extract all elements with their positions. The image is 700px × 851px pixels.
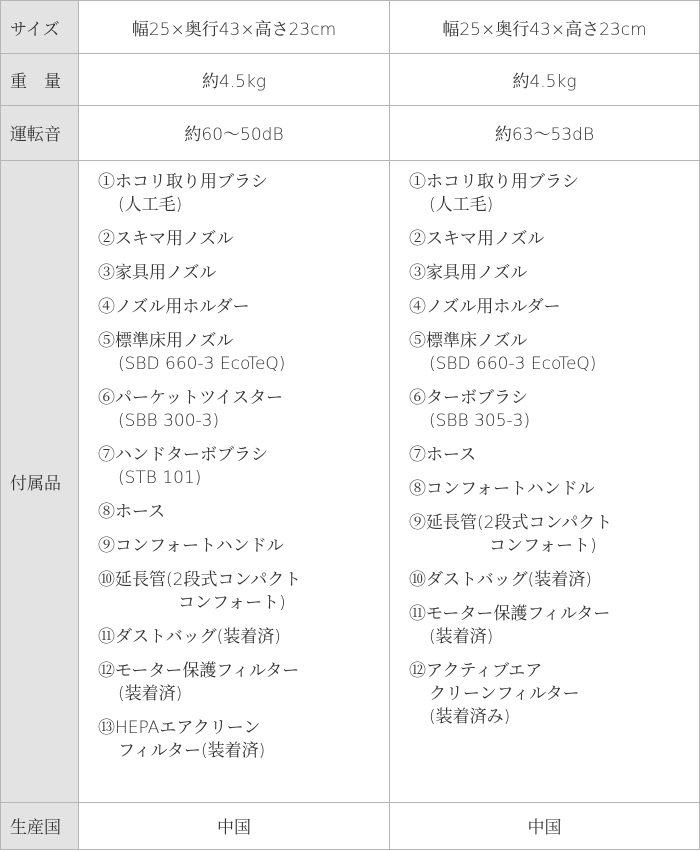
accessories-label: 付属品	[1, 160, 79, 802]
accessory-item	[98, 717, 389, 763]
accessory-item	[98, 626, 389, 649]
accessory-name: ①ホコリ取り用ブラシ	[409, 171, 579, 192]
accessory-detail: コンフォート)	[489, 535, 597, 556]
accessory-item	[409, 512, 699, 558]
accessory-name: ⑩延長管(2段式コンパクト	[98, 569, 302, 590]
accessory-item	[98, 660, 389, 706]
accessory-detail: クリーンフィルター	[429, 683, 580, 704]
origin-value-1: 中国	[79, 802, 390, 849]
accessory-name: ⑧コンフォートハンドル	[409, 478, 595, 499]
accessory-item	[98, 262, 389, 285]
row-accessories	[1, 160, 700, 802]
row-noise	[1, 106, 700, 160]
accessory-name: ⑦ハンドターボブラシ	[98, 444, 268, 465]
accessory-item	[98, 569, 389, 615]
noise-label: 運転音	[1, 106, 79, 160]
accessory-detail: (STB 101)	[118, 467, 202, 488]
accessory-item	[98, 228, 389, 251]
accessory-name: ②スキマ用ノズル	[409, 228, 545, 249]
weight-value-2: 約4.5kg	[390, 54, 700, 106]
row-size	[1, 1, 700, 54]
size-value-1: 幅25×奥行43×高さ23cm	[79, 1, 390, 54]
accessory-item	[409, 478, 699, 501]
accessory-name: ⑤標準床用ノズル	[98, 330, 234, 351]
accessory-detail: (人工毛)	[118, 194, 183, 215]
accessory-name: ⑤標準床ノズル	[409, 330, 528, 351]
accessory-detail: (人工毛)	[429, 194, 494, 215]
accessory-detail: (装着済)	[118, 683, 183, 704]
accessory-name: ②スキマ用ノズル	[98, 228, 234, 249]
accessory-item	[409, 228, 699, 251]
accessory-name: ①ホコリ取り用ブラシ	[98, 171, 268, 192]
accessory-item	[98, 444, 389, 490]
accessory-item	[98, 171, 389, 217]
accessory-detail: (装着済み)	[429, 706, 511, 727]
accessory-item	[409, 262, 699, 285]
size-value-2: 幅25×奥行43×高さ23cm	[390, 1, 700, 54]
accessory-name: ③家具用ノズル	[409, 262, 528, 283]
accessory-detail: コンフォート)	[178, 592, 286, 613]
accessories-cell-2	[390, 160, 700, 802]
accessory-name: ⑫モーター保護フィルター	[98, 660, 300, 681]
accessory-item	[98, 330, 389, 376]
accessory-detail: (SBD 660-3 EcoTeQ)	[429, 353, 597, 374]
accessory-item	[98, 535, 389, 558]
accessory-item	[409, 603, 699, 649]
row-weight	[1, 54, 700, 106]
accessory-detail: (SBB 300-3)	[118, 410, 220, 431]
noise-value-1: 約60～50dB	[79, 106, 390, 160]
accessory-item	[98, 387, 389, 433]
accessory-name: ⑧ホース	[98, 501, 166, 522]
accessory-item	[409, 660, 699, 729]
accessory-item	[409, 330, 699, 376]
accessory-detail: (装着済)	[429, 626, 494, 647]
accessory-name: ④ノズル用ホルダー	[409, 296, 561, 317]
accessory-item	[409, 387, 699, 433]
row-origin	[1, 802, 700, 849]
accessories-list-2	[409, 171, 699, 729]
accessory-name: ⑬HEPAエアクリーン	[98, 717, 261, 738]
accessory-name: ⑥ターボブラシ	[409, 387, 528, 408]
noise-value-2: 約63～53dB	[390, 106, 700, 160]
origin-label: 生産国	[1, 802, 79, 849]
accessories-cell-1	[79, 160, 390, 802]
accessory-name: ⑥パーケットツイスター	[98, 387, 284, 408]
accessory-name: ⑫アクティブエア	[409, 660, 543, 681]
weight-value-1: 約4.5kg	[79, 54, 390, 106]
accessory-detail: フィルター(装着済)	[118, 740, 266, 761]
accessory-name: ⑨延長管(2段式コンパクト	[409, 512, 613, 533]
accessory-name: ⑪ダストバッグ(装着済)	[98, 626, 281, 647]
accessory-item	[98, 501, 389, 524]
accessory-detail: (SBD 660-3 EcoTeQ)	[118, 353, 286, 374]
accessory-item	[409, 171, 699, 217]
origin-value-2: 中国	[390, 802, 700, 849]
accessory-item	[409, 444, 699, 467]
accessory-item	[98, 296, 389, 319]
accessory-item	[409, 296, 699, 319]
accessories-list-1	[98, 171, 389, 763]
accessory-name: ⑨コンフォートハンドル	[98, 535, 284, 556]
accessory-item	[409, 569, 699, 592]
accessory-name: ⑩ダストバッグ(装着済)	[409, 569, 592, 590]
weight-label: 重 量	[1, 54, 79, 106]
accessory-name: ③家具用ノズル	[98, 262, 217, 283]
size-label: サイズ	[1, 1, 79, 54]
accessory-name: ⑪モーター保護フィルター	[409, 603, 611, 624]
accessory-name: ⑦ホース	[409, 444, 477, 465]
accessory-name: ④ノズル用ホルダー	[98, 296, 250, 317]
accessory-detail: (SBB 305-3)	[429, 410, 531, 431]
